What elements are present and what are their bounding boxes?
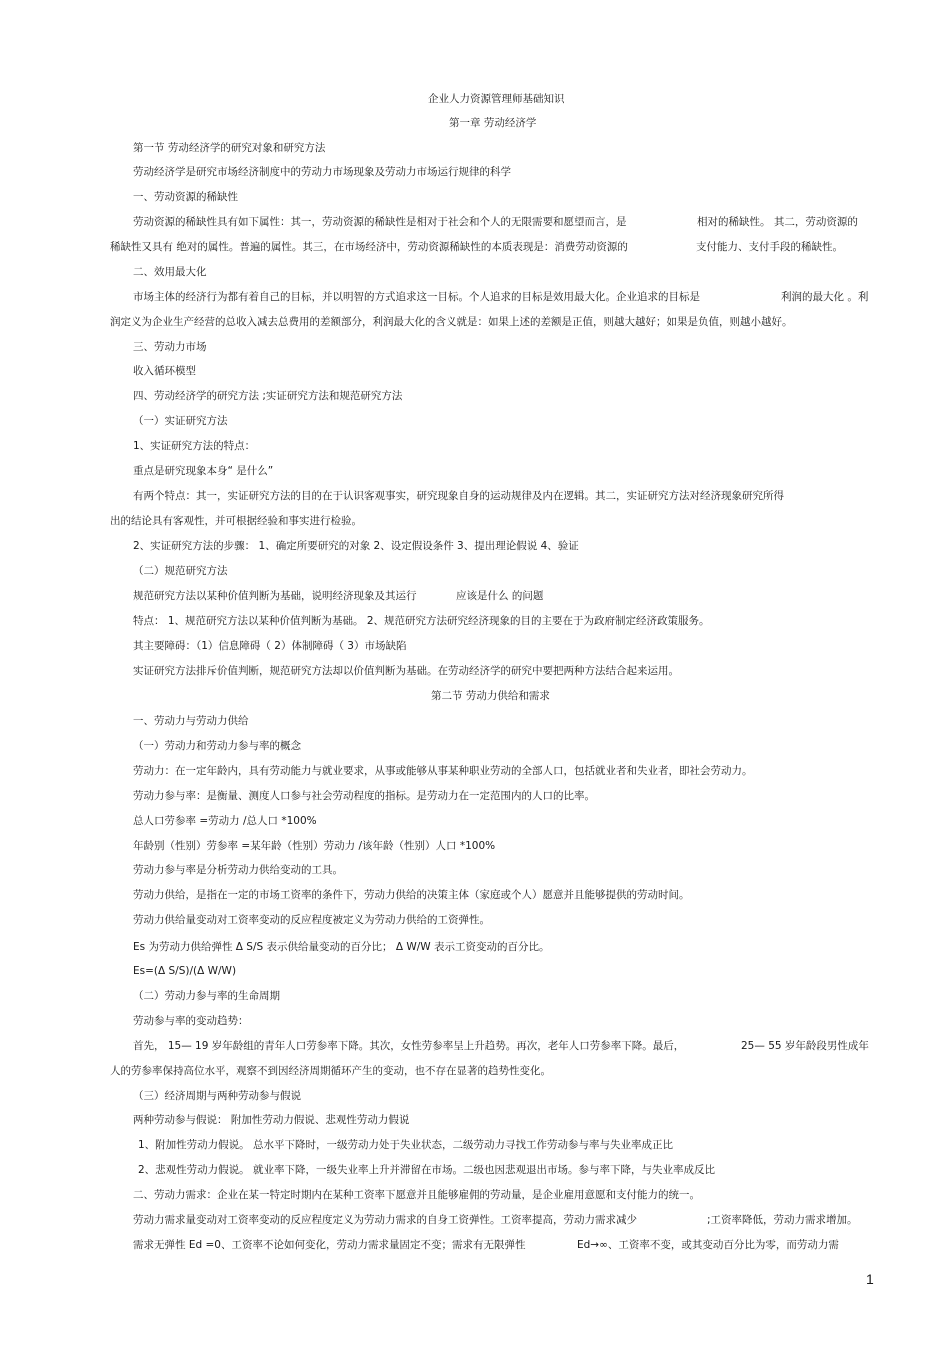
paragraph-text: 劳动参与率的变动趋势： [133,1015,249,1027]
paragraph-text: 其主要障碍：（1）信息障碍（ 2）体制障碍（ 3）市场缺陷 [133,640,407,652]
paragraph-text: 劳动资源的稀缺性具有如下属性：其一，劳动资源的稀缺性是相对于社会和个人的无限需要和愿望而言，是 [133,216,627,228]
paragraph-text: 支付能力、支付手段的稀缺性。 [696,241,843,253]
paragraph-text: 劳动力供给，是指在一定的市场工资率的条件下，劳动力供给的决策主体（家庭或个人）愿意并且能够提供的劳动时间。 [133,889,690,901]
chapter-heading: 第一章 劳动经济学 [449,117,537,129]
paragraph-text: 收入循环模型 [133,365,196,377]
subsection-heading: 一、劳动资源的稀缺性 [133,191,238,203]
paragraph-text: 润定义为企业生产经营的总收入减去总费用的差额部分，利润最大化的含义就是：如果上述的差额是正值，则越大越好；如果是负值，则越小越好。 [110,316,793,328]
paragraph-text: 重点是研究现象本身“ 是什么” [133,465,274,477]
paragraph-text: 劳动经济学是研究市场经济制度中的劳动力市场现象及劳动力市场运行规律的科学 [133,166,511,178]
paragraph-text: 人的劳参率保持高位水平，观察不到因经济周期循环产生的变动，也不存在显著的趋势性变化。 [110,1065,551,1077]
paragraph-text: 有两个特点：其一，实证研究方法的目的在于认识客观事实，研究现象自身的运动规律及内在逻辑。其二，实证研究方法对经济现象研究所得 [133,490,784,502]
subsection-heading: （一）劳动力和劳动力参与率的概念 [133,740,301,752]
formula-text: 总人口劳参率 =劳动力 /总人口 *100% [133,815,317,827]
paragraph-text: 应该是什么 的问题 [456,590,544,602]
paragraph-text: Es 为劳动力供给弹性 Δ S/S 表示供给量变动的百分比； Δ W/W 表示工资变动的百分比。 [133,941,550,953]
subsection-heading: 二、效用最大化 [133,266,207,278]
document-title: 企业人力资源管理师基础知识 [428,93,565,105]
paragraph-text: 1、实证研究方法的特点： [133,440,256,452]
page-number: 1 [866,1271,874,1287]
paragraph-text: 利润的最大化 。利 [781,291,869,303]
paragraph-text: 首先， 15— 19 岁年龄组的青年人口劳参率下降。其次，女性劳参率呈上升趋势。再次，老年人口劳参率下降。最后， [133,1040,685,1052]
paragraph-text: 实证研究方法排斥价值判断，规范研究方法却以价值判断为基础。在劳动经济学的研究中要把两种方法结合起来运用。 [133,665,679,677]
paragraph-text: 劳动力：在一定年龄内，具有劳动能力与就业要求，从事或能够从事某种职业劳动的全部人口，包括就业者和失业者，即社会劳动力。 [133,765,753,777]
paragraph-text: 劳动力供给量变动对工资率变动的反应程度被定义为劳动力供给的工资弹性。 [133,914,490,926]
subsection-heading: （一）实证研究方法 [133,415,228,427]
paragraph-text: 两种劳动参与假说： 附加性劳动力假说、悲观性劳动力假说 [133,1114,410,1126]
paragraph-text: 劳动力需求量变动对工资率变动的反应程度定义为劳动力需求的自身工资弹性。工资率提高，劳动力需求减少 [133,1214,637,1226]
subsection-heading: 一、劳动力与劳动力供给 [133,715,249,727]
subsection-heading: （三）经济周期与两种劳动参与假说 [133,1090,301,1102]
subsection-heading: 四、劳动经济学的研究方法 ;实证研究方法和规范研究方法 [133,390,403,402]
paragraph-text: 需求无弹性 Ed =0、工资率不论如何变化，劳动力需求量固定不变；需求有无限弹性 [133,1239,526,1251]
subsection-heading: （二）规范研究方法 [133,565,228,577]
paragraph-text: ;工资率降低，劳动力需求增加。 [707,1214,858,1226]
formula-text: Es=(Δ S/S)/(Δ W/W) [133,965,237,977]
section-heading: 第二节 劳动力供给和需求 [431,690,550,702]
formula-text: 年龄别（性别）劳参率 =某年龄（性别）劳动力 /该年龄（性别）人口 *100% [133,840,496,852]
paragraph-text: 相对的稀缺性。 其二，劳动资源的 [697,216,858,228]
subsection-heading: 二、劳动力需求：企业在某一特定时期内在某种工资率下愿意并且能够雇佣的劳动量，是企业雇用意愿和支付能力的统一。 [133,1189,700,1201]
paragraph-text: Ed→∞、工资率不变，或其变动百分比为零，而劳动力需 [577,1239,839,1251]
list-item: 2、悲观性劳动力假说。 就业率下降，一级失业率上升并滞留在市场。二级也因悲观退出市场。参与率下降，与失业率成反比 [138,1164,716,1176]
paragraph-text: 25— 55 岁年龄段男性成年 [741,1040,869,1052]
paragraph-text: 2、实证研究方法的步骤： 1、确定所要研究的对象 2、设定假设条件 3、提出理论假说 4、验证 [133,540,579,552]
paragraph-text: 劳动力参与率是分析劳动力供给变动的工具。 [133,864,343,876]
paragraph-text: 劳动力参与率：是衡量、测度人口参与社会劳动程度的指标。是劳动力在一定范围内的人口的比率。 [133,790,595,802]
paragraph-text: 规范研究方法以某种价值判断为基础，说明经济现象及其运行 [133,590,417,602]
paragraph-text: 市场主体的经济行为都有着自己的目标，并以明智的方式追求这一目标。个人追求的目标是效用最大化。企业追求的目标是 [133,291,700,303]
subsection-heading: 三、劳动力市场 [133,341,207,353]
subsection-heading: （二）劳动力参与率的生命周期 [133,990,280,1002]
paragraph-text: 稀缺性又具有 绝对的属性。普遍的属性。其三，在市场经济中，劳动资源稀缺性的本质表现是：消费劳动资源的 [110,241,628,253]
paragraph-text: 出的结论具有客观性，并可根据经验和事实进行检验。 [110,515,362,527]
paragraph-text: 特点： 1、规范研究方法以某种价值判断为基础。 2、规范研究方法研究经济现象的目的主要在于为政府制定经济政策服务。 [133,615,710,627]
list-item: 1、附加性劳动力假说。 总水平下降时，一级劳动力处于失业状态，二级劳动力寻找工作劳动参与率与失业率成正比 [138,1139,674,1151]
section-heading: 第一节 劳动经济学的研究对象和研究方法 [133,142,326,154]
